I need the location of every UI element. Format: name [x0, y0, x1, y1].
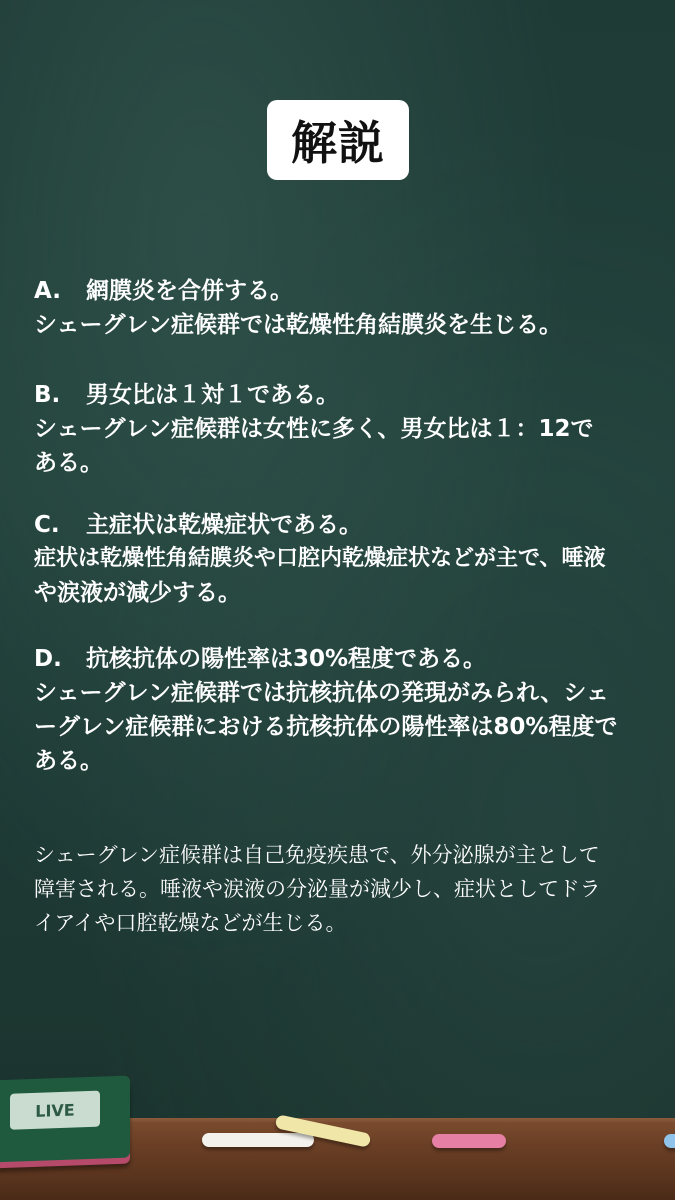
explanation-line: シェーグレン症候群は女性に多く、男女比は１：12で	[34, 416, 594, 442]
explanation-line: シェーグレン症候群では乾燥性角結膜炎を生じる。	[34, 312, 562, 338]
explanation-line: や涙液が減少する。	[34, 580, 241, 606]
answer-statement: 抗核抗体の陽性率は30%程度である。	[86, 646, 487, 672]
answer-statement: 網膜炎を合併する。	[86, 278, 293, 304]
explanation-line: シェーグレン症候群では抗核抗体の発現がみられ、シェ	[34, 680, 609, 706]
explanation-line: ーグレン症候群における抗核抗体の陽性率は80%程度で	[34, 714, 618, 740]
white-chalk	[202, 1133, 314, 1147]
pink-chalk	[432, 1134, 506, 1148]
answer-block-d	[34, 642, 649, 778]
note-line: イアイや口腔乾燥などが生じる。	[34, 911, 347, 935]
answer-block-a	[34, 274, 649, 342]
answer-statement: 主症状は乾燥症状である。	[86, 512, 362, 538]
title-badge	[267, 100, 409, 180]
answer-letter: A.	[34, 278, 61, 304]
answer-heading	[34, 274, 649, 308]
answer-letter: B.	[34, 382, 61, 408]
answer-block-b	[34, 378, 649, 480]
answer-block-c	[34, 508, 649, 610]
note-line: 障害される。唾液や涙液の分泌量が減少し、症状としてドラ	[34, 877, 601, 901]
answer-heading	[34, 378, 649, 412]
page-title: 解説	[291, 116, 385, 170]
blue-chalk	[664, 1134, 675, 1148]
answer-letter: D.	[34, 646, 62, 672]
answer-statement: 男女比は１対１である。	[86, 382, 339, 408]
answer-heading	[34, 508, 649, 542]
eraser-label: LIVE	[10, 1091, 100, 1130]
explanation-line: ある。	[34, 748, 103, 774]
note-line: シェーグレン症候群は自己免疫疾患で、外分泌腺が主として	[34, 843, 600, 867]
explanation-line: 症状は乾燥性角結膜炎や口腔内乾燥症状などが主で、唾液	[34, 546, 606, 571]
explanation-line: ある。	[34, 450, 103, 476]
eraser	[0, 1076, 130, 1163]
answer-letter: C.	[34, 512, 60, 538]
answer-heading	[34, 642, 649, 676]
summary-note	[34, 838, 649, 940]
